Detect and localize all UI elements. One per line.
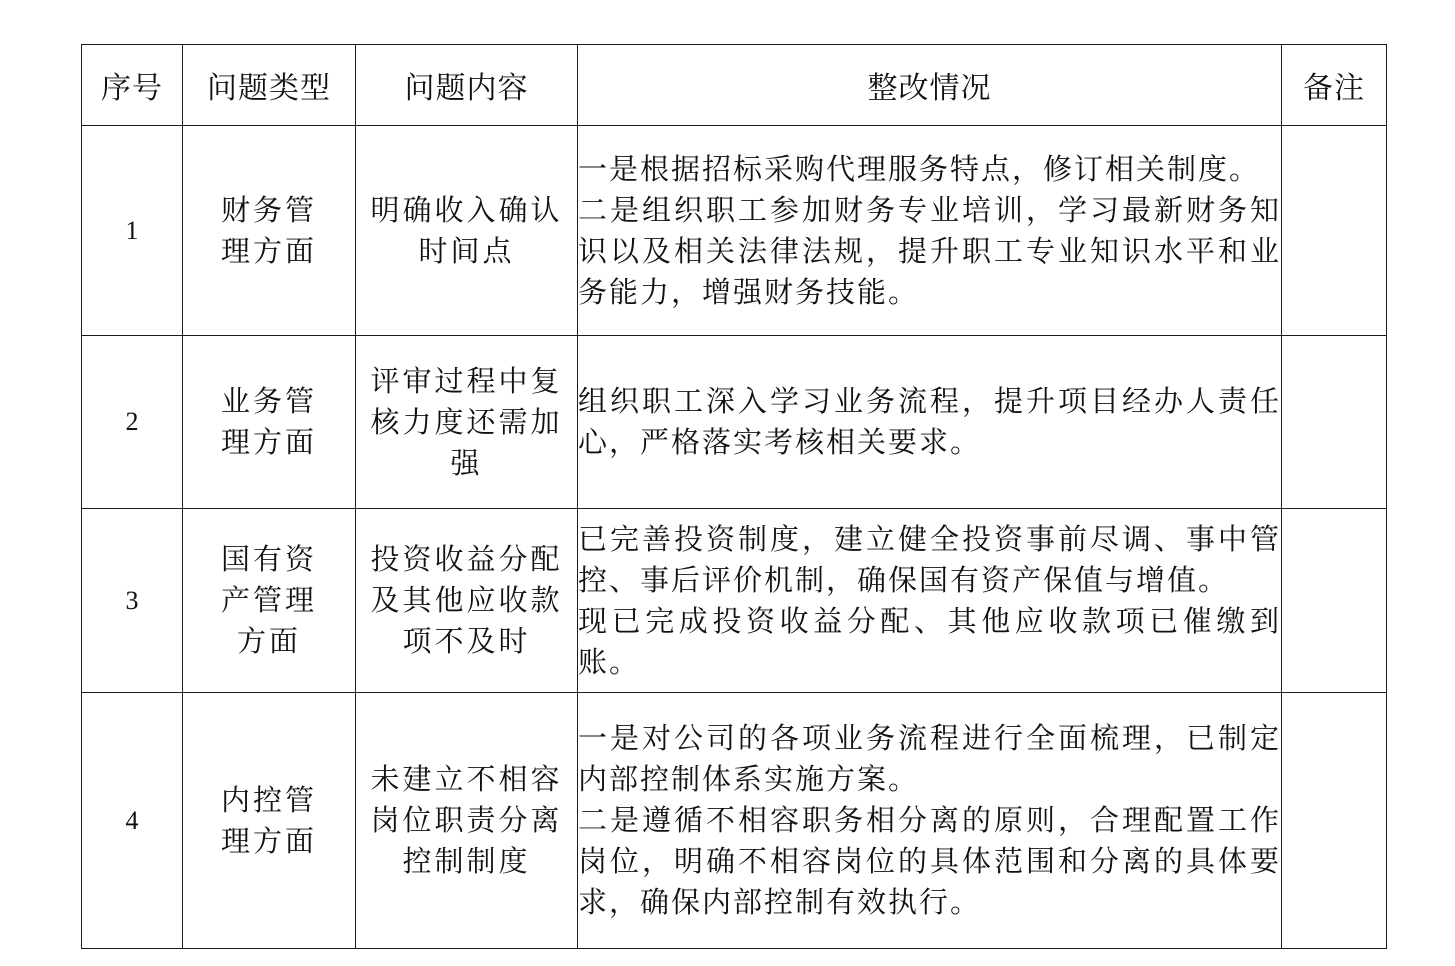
remark-cell bbox=[1282, 336, 1387, 509]
rectification-paragraph: 已完善投资制度，建立健全投资事前尽调、事中管控、事后评价机制，确保国有资产保值与增值。 bbox=[578, 521, 1281, 597]
issue-type bbox=[183, 336, 356, 509]
issue-content-text: 明确收入确认时间点 bbox=[370, 192, 563, 268]
rectification-table bbox=[81, 44, 1387, 949]
table-row bbox=[82, 126, 1387, 336]
issue-content bbox=[356, 126, 578, 336]
rectification-cell bbox=[578, 336, 1282, 509]
rectification-paragraph: 现已完成投资收益分配、其他应收款项已催缴到账。 bbox=[578, 603, 1281, 679]
header-content: 问题内容 bbox=[356, 45, 578, 126]
issue-type-text: 国有资产管理方面 bbox=[220, 542, 317, 658]
header-row bbox=[82, 45, 1387, 126]
rectification-cell bbox=[578, 693, 1282, 949]
table-row bbox=[82, 693, 1387, 949]
issue-content bbox=[356, 509, 578, 693]
issue-type-text: 财务管理方面 bbox=[220, 192, 317, 268]
issue-content bbox=[356, 336, 578, 509]
issue-type bbox=[183, 693, 356, 949]
remark-cell bbox=[1282, 126, 1387, 336]
rectification-cell bbox=[578, 509, 1282, 693]
issue-content-text: 未建立不相容岗位职责分离控制制度 bbox=[370, 762, 563, 878]
rectification-paragraph: 二是组织职工参加财务专业培训，学习最新财务知识以及相关法律法规，提升职工专业知识水平和业务能力，增强财务技能。 bbox=[578, 192, 1281, 309]
issue-type-text: 业务管理方面 bbox=[220, 384, 317, 459]
rectification-paragraph: 组织职工深入学习业务流程，提升项目经办人责任心，严格落实考核相关要求。 bbox=[578, 384, 1281, 459]
row-number: 2 bbox=[82, 336, 183, 509]
remark-cell bbox=[1282, 693, 1387, 949]
header-rectification: 整改情况 bbox=[578, 45, 1282, 126]
row-number: 3 bbox=[82, 509, 183, 693]
issue-type bbox=[183, 509, 356, 693]
rectification-paragraph: 二是遵循不相容职务相分离的原则，合理配置工作岗位，明确不相容岗位的具体范围和分离的具体要求，确保内部控制有效执行。 bbox=[578, 803, 1281, 919]
rectification-paragraph: 一是对公司的各项业务流程进行全面梳理，已制定内部控制体系实施方案。 bbox=[578, 721, 1281, 796]
issue-content-text: 评审过程中复核力度还需加强 bbox=[370, 363, 563, 480]
header-no: 序号 bbox=[82, 45, 183, 126]
remark-cell bbox=[1282, 509, 1387, 693]
row-number: 1 bbox=[82, 126, 183, 336]
issue-content bbox=[356, 693, 578, 949]
issue-type bbox=[183, 126, 356, 336]
header-type: 问题类型 bbox=[183, 45, 356, 126]
table-row bbox=[82, 509, 1387, 693]
rectification-paragraph: 一是根据招标采购代理服务特点，修订相关制度。 bbox=[578, 151, 1261, 186]
issue-type-text: 内控管理方面 bbox=[220, 782, 317, 858]
header-remark: 备注 bbox=[1282, 45, 1387, 126]
rectification-cell bbox=[578, 126, 1282, 336]
table-row bbox=[82, 336, 1387, 509]
row-number: 4 bbox=[82, 693, 183, 949]
issue-content-text: 投资收益分配及其他应收款项不及时 bbox=[370, 542, 563, 658]
